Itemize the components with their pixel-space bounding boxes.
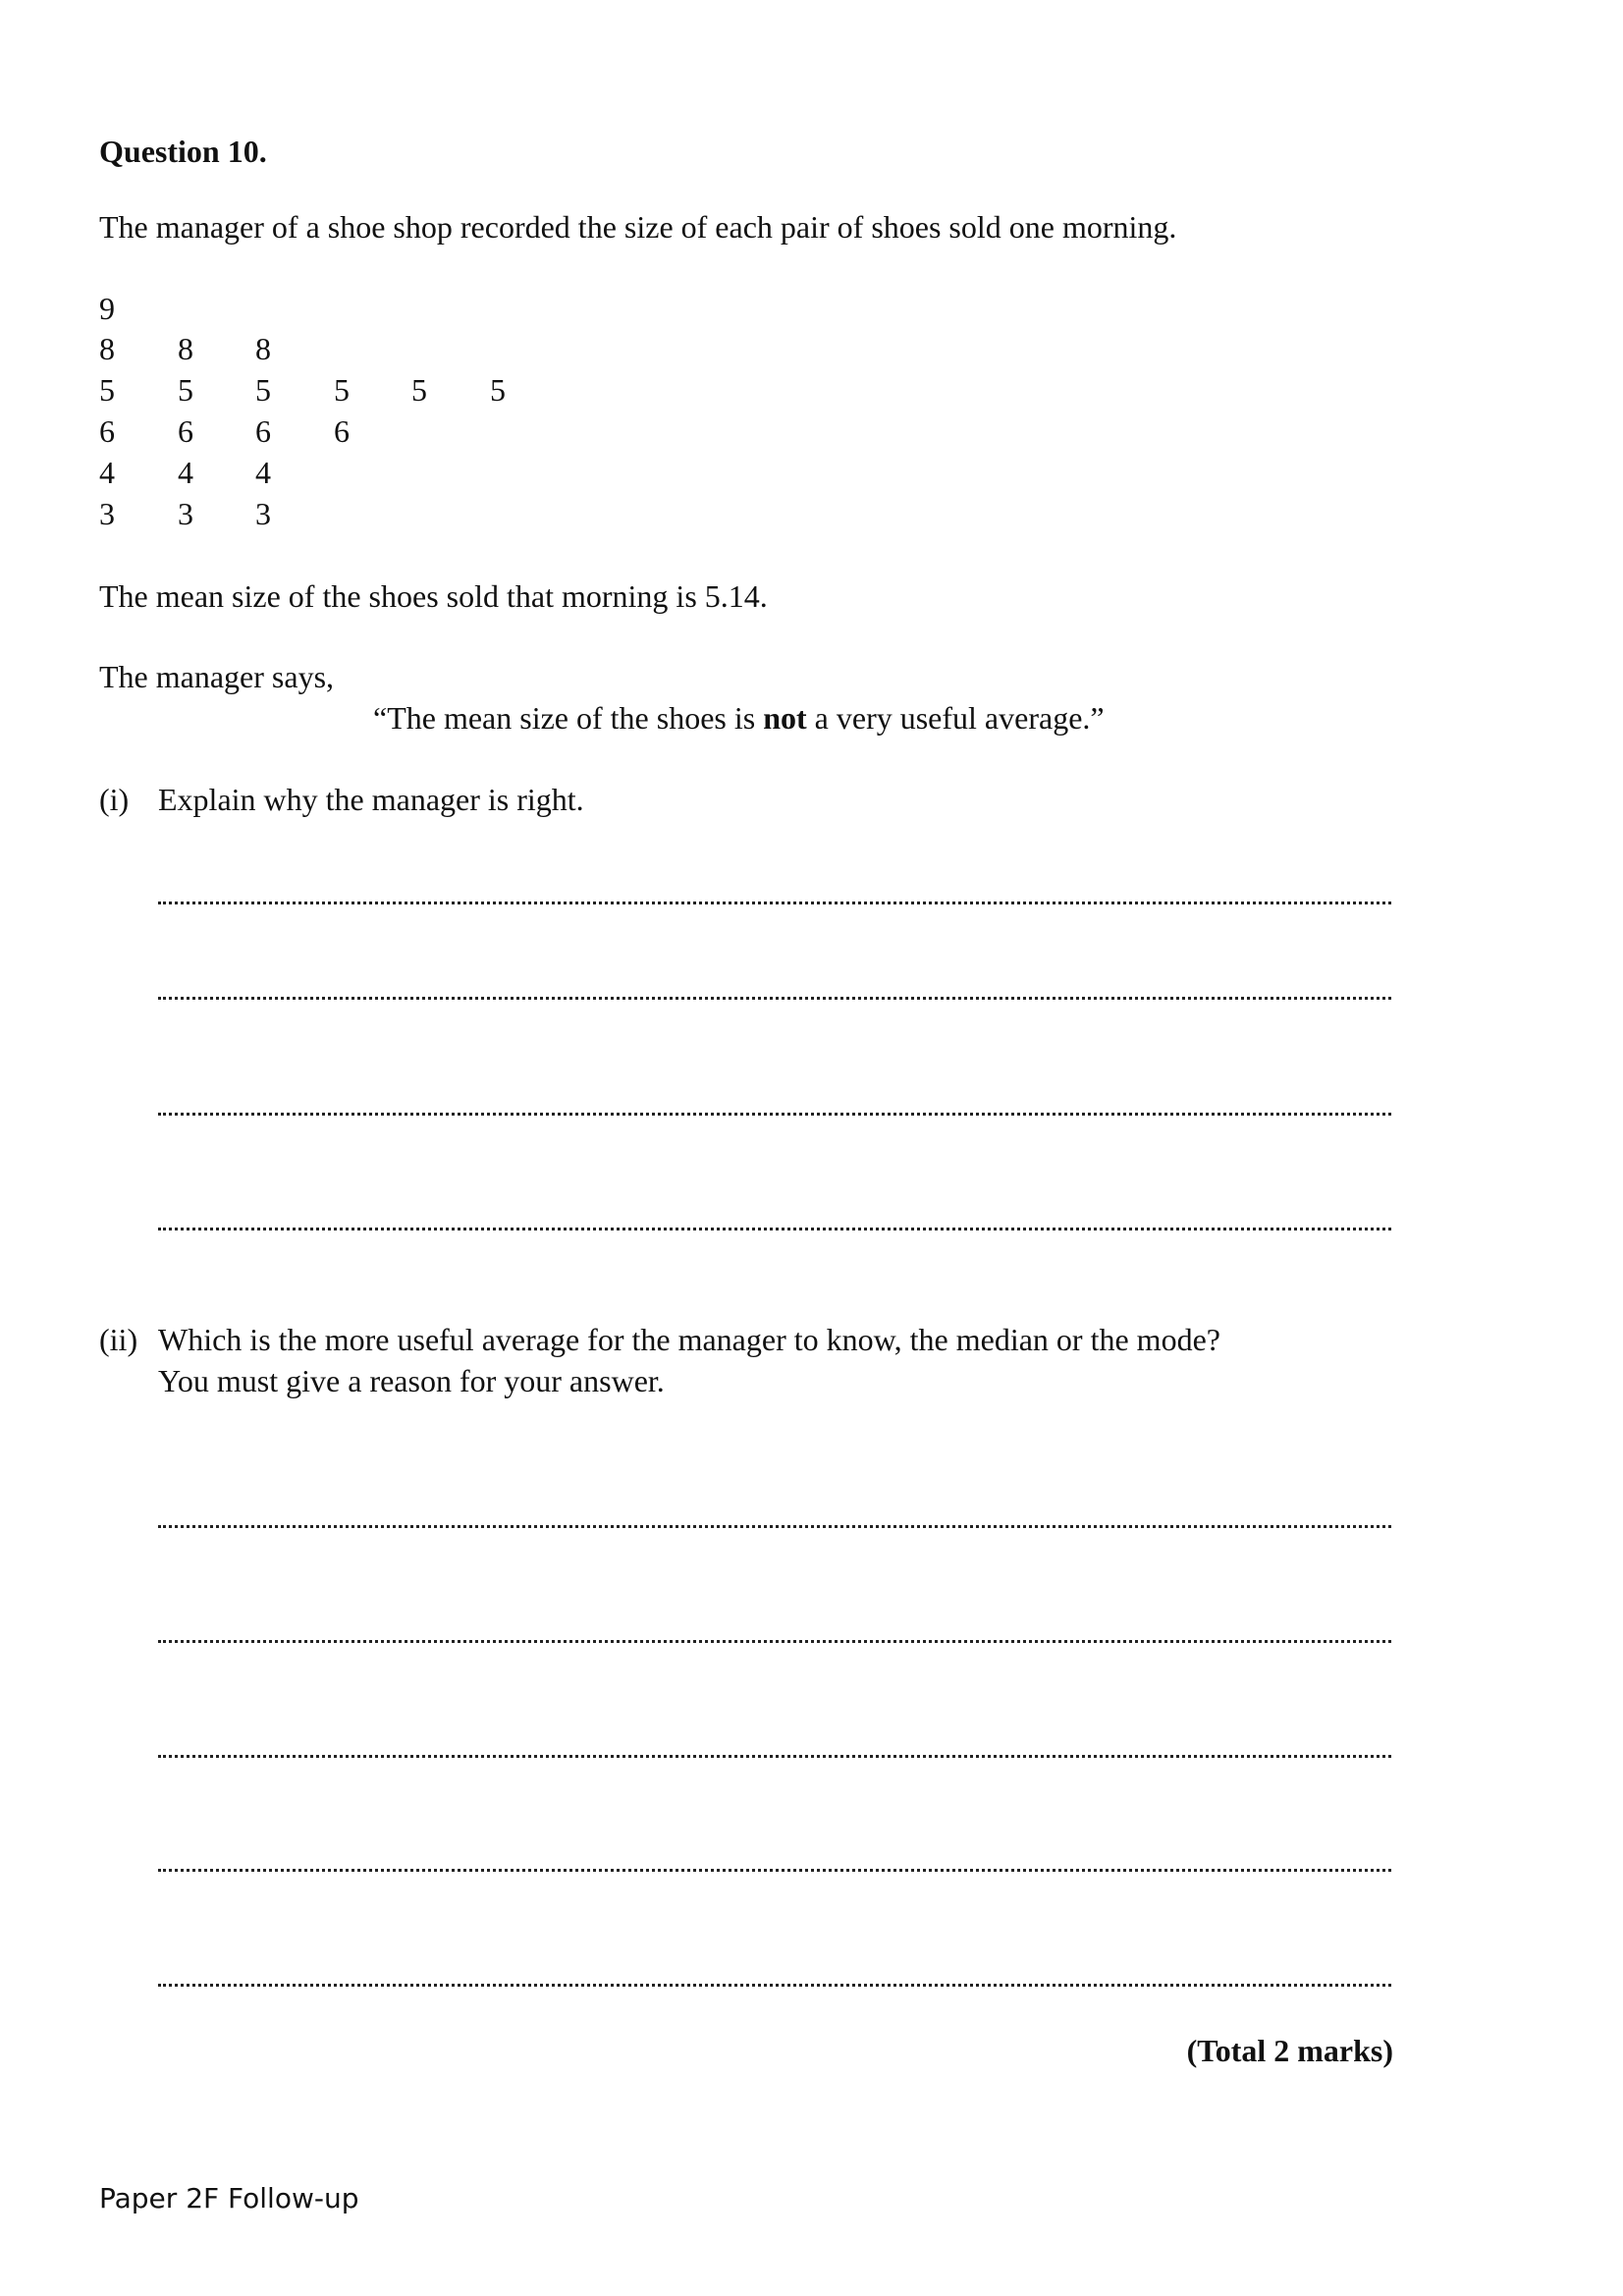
answer-line[interactable] (158, 1525, 1391, 1528)
size-value: 5 (490, 372, 506, 408)
size-value: 6 (255, 413, 271, 449)
size-value: 8 (178, 331, 193, 366)
answer-line[interactable] (158, 1228, 1391, 1230)
answer-line[interactable] (158, 1984, 1391, 1987)
part-i-text: Explain why the manager is right. (158, 782, 584, 817)
manager-says: The manager says, (99, 659, 335, 694)
answer-line[interactable] (158, 1113, 1391, 1116)
quote-emphasis: not (763, 700, 807, 736)
size-value: 6 (334, 413, 350, 449)
size-value: 8 (99, 331, 115, 366)
size-value: 5 (411, 372, 427, 408)
part-ii-label: (ii) (99, 1322, 138, 1357)
size-value: 3 (178, 496, 193, 531)
size-value: 6 (178, 413, 193, 449)
answer-line[interactable] (158, 1755, 1391, 1758)
size-value: 6 (99, 413, 115, 449)
answer-line[interactable] (158, 1640, 1391, 1643)
size-value: 4 (255, 455, 271, 490)
mean-statement: The mean size of the shoes sold that morning is 5.14. (99, 578, 768, 614)
part-i-label: (i) (99, 782, 130, 817)
answer-line[interactable] (158, 997, 1391, 1000)
size-value: 3 (255, 496, 271, 531)
size-value: 5 (178, 372, 193, 408)
page-footer: Paper 2F Follow-up (99, 2182, 359, 2214)
answer-line[interactable] (158, 902, 1391, 904)
answer-line[interactable] (158, 1869, 1391, 1872)
question-intro: The manager of a shoe shop recorded the size of each pair of shoes sold one morning. (99, 209, 1177, 245)
size-value: 3 (99, 496, 115, 531)
size-value: 5 (255, 372, 271, 408)
size-value: 4 (99, 455, 115, 490)
quote-part: “The mean size of the shoes is (373, 700, 764, 736)
part-ii-line2: You must give a reason for your answer. (158, 1363, 665, 1398)
size-value: 4 (178, 455, 193, 490)
size-value: 9 (99, 291, 115, 326)
quote-part: a very useful average.” (806, 700, 1105, 736)
question-title: Question 10. (99, 134, 267, 169)
part-ii-line1: Which is the more useful average for the manager to know, the median or the mode? (158, 1322, 1220, 1357)
manager-quote (373, 700, 1105, 737)
size-value: 5 (334, 372, 350, 408)
size-value: 8 (255, 331, 271, 366)
total-marks: (Total 2 marks) (1186, 2033, 1393, 2068)
size-value: 5 (99, 372, 115, 408)
